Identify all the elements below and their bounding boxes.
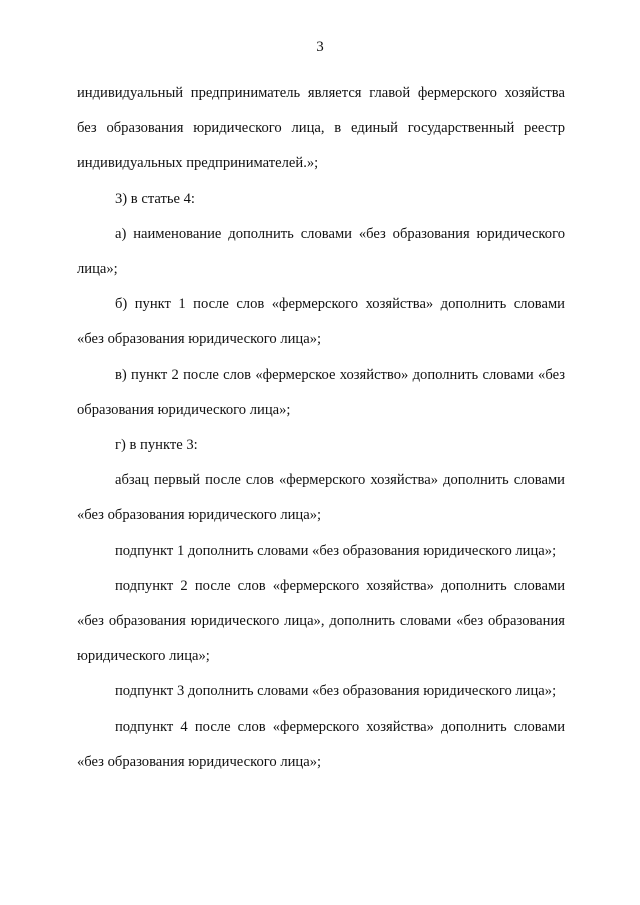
page-number: 3 xyxy=(316,39,324,55)
paragraph-podpunkt-2: подпункт 2 после слов «фермерского хозяйства» дополнить словами «без образования юридического лица», дополнить словами «без образования юридического лица»; xyxy=(77,577,565,665)
paragraph-item-g: г) в пункте 3: xyxy=(115,437,198,454)
paragraph-item-b: б) пункт 1 после слов «фермерского хозяйства» дополнить словами «без образования юридического лица»; xyxy=(77,296,565,348)
paragraph-item-a: а) наименование дополнить словами «без образования юридического лица»; xyxy=(77,225,565,278)
paragraph-abzac-pervyi: абзац первый после слов «фермерского хозяйства» дополнить словами «без образования юридического лица»; xyxy=(77,472,565,524)
paragraph-item-3: 3) в статье 4: xyxy=(115,190,195,207)
paragraph-podpunkt-4: подпункт 4 после слов «фермерского хозяйства» дополнить словами «без образования юридического лица»; xyxy=(77,718,565,770)
paragraph-continuation: индивидуальный предприниматель является главой фермерского хозяйства без образования юридического лица, в единый государственный реестр индивидуальных предпринимателей.»; xyxy=(77,85,565,172)
paragraph-podpunkt-1: подпункт 1 дополнить словами «без образования юридического лица»; xyxy=(115,542,557,559)
paragraph-item-v: в) пункт 2 после слов «фермерское хозяйство» дополнить словами «без образования юридического лица»; xyxy=(77,366,565,418)
paragraph-podpunkt-3: подпункт 3 дополнить словами «без образования юридического лица»; xyxy=(115,683,557,700)
document-body xyxy=(77,76,565,780)
